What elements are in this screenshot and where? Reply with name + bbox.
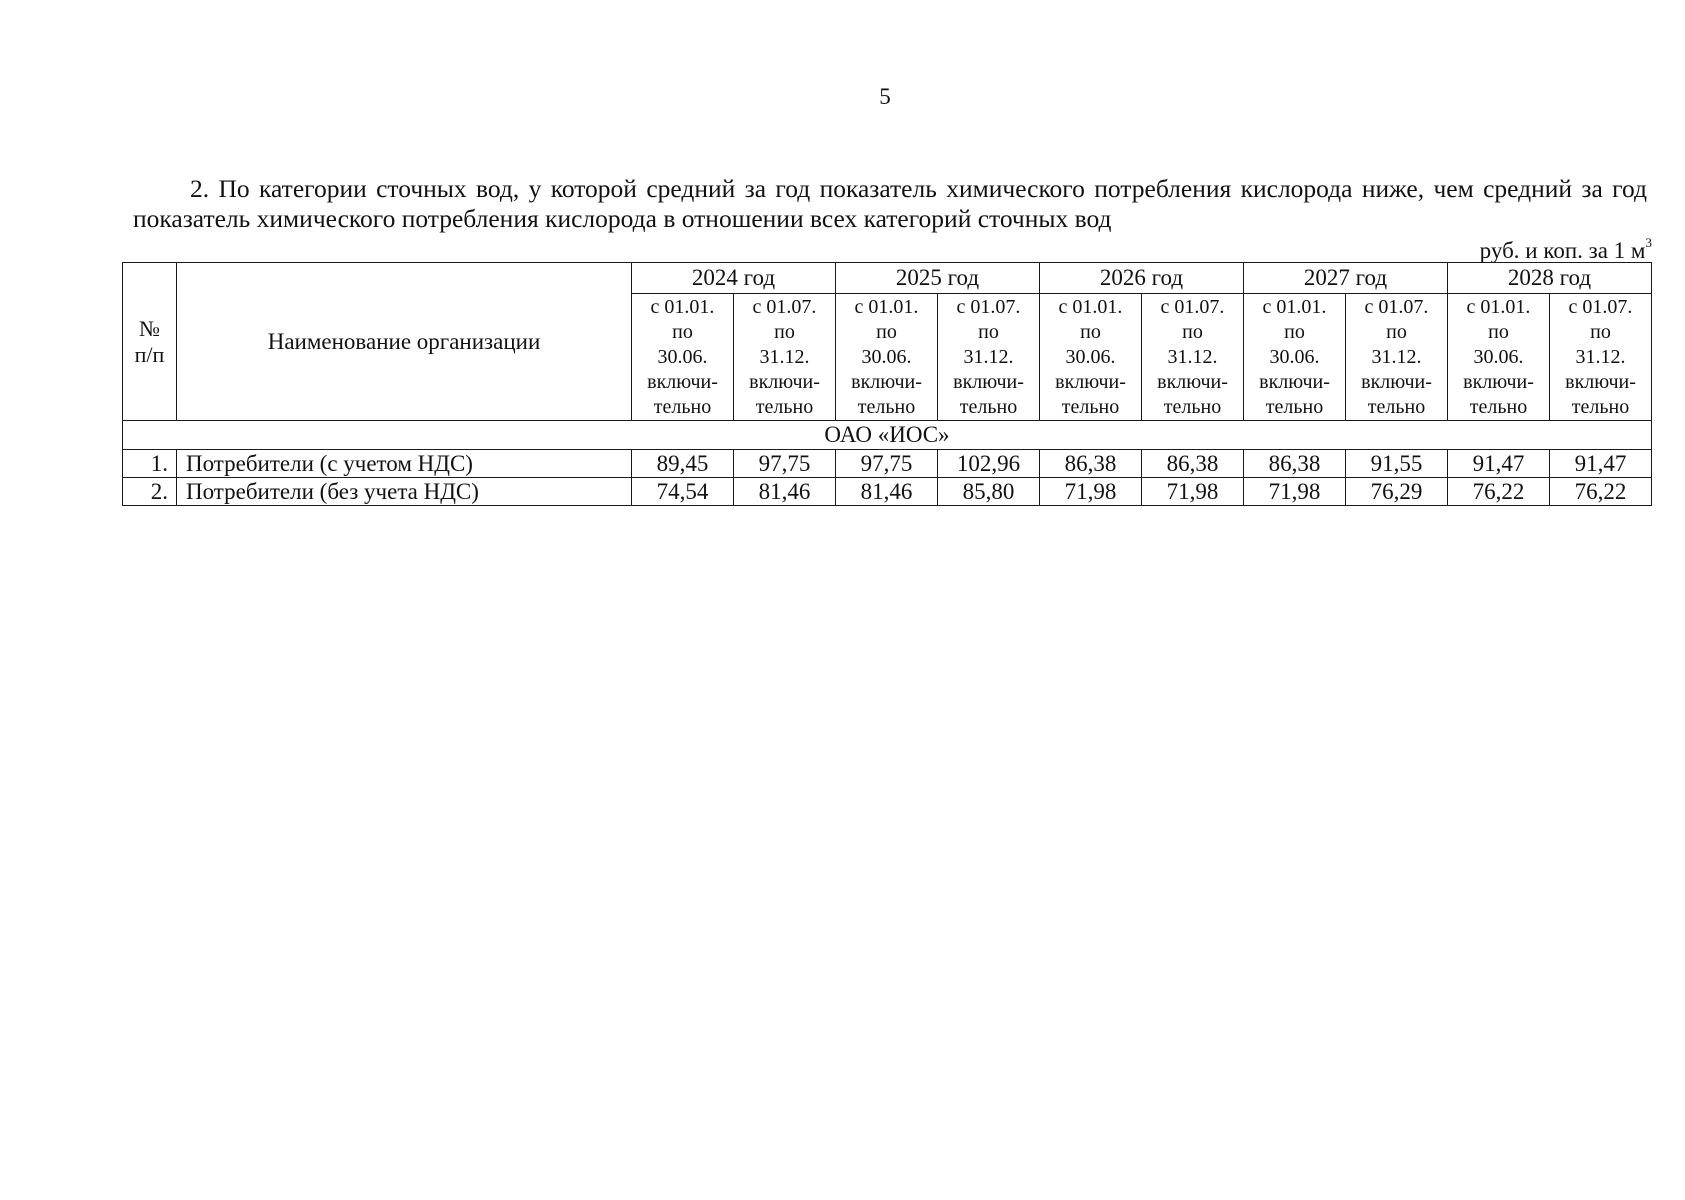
value-cell: 97,75 bbox=[734, 450, 836, 478]
period-header: с 01.01. по 30.06. включи- тельно bbox=[1040, 294, 1142, 421]
value-cell: 89,45 bbox=[632, 450, 734, 478]
units-superscript: 3 bbox=[1645, 235, 1652, 250]
period-header: с 01.01. по 30.06. включи- тельно bbox=[1244, 294, 1346, 421]
value-cell: 102,96 bbox=[938, 450, 1040, 478]
value-cell: 86,38 bbox=[1244, 450, 1346, 478]
row-number: 1. bbox=[123, 450, 177, 478]
year-header-2025: 2025 год bbox=[836, 263, 1040, 294]
table-row bbox=[123, 478, 1652, 506]
year-header-2026: 2026 год bbox=[1040, 263, 1244, 294]
table-row bbox=[123, 450, 1652, 478]
value-cell: 81,46 bbox=[836, 478, 938, 506]
section-paragraph: 2. По категории сточных вод, у которой средний за год показатель химического потребления кислорода ниже, чем средний за год показатель химического потребления кислорода в отношении всех категорий сточных вод bbox=[133, 174, 1647, 233]
value-cell: 97,75 bbox=[836, 450, 938, 478]
period-header: с 01.01. по 30.06. включи- тельно bbox=[836, 294, 938, 421]
period-header: с 01.01. по 30.06. включи- тельно bbox=[632, 294, 734, 421]
value-cell: 91,47 bbox=[1448, 450, 1550, 478]
value-cell: 76,29 bbox=[1346, 478, 1448, 506]
organization-name: ОАО «ИОС» bbox=[123, 421, 1652, 450]
period-header: с 01.07. по 31.12. включи- тельно bbox=[1550, 294, 1652, 421]
units-label bbox=[1479, 235, 1652, 264]
row-number: 2. bbox=[123, 478, 177, 506]
value-cell: 91,55 bbox=[1346, 450, 1448, 478]
period-header: с 01.07. по 31.12. включи- тельно bbox=[938, 294, 1040, 421]
value-cell: 86,38 bbox=[1040, 450, 1142, 478]
value-cell: 85,80 bbox=[938, 478, 1040, 506]
value-cell: 74,54 bbox=[632, 478, 734, 506]
column-header-number-line2: п/п bbox=[134, 341, 165, 367]
value-cell: 76,22 bbox=[1448, 478, 1550, 506]
value-cell: 81,46 bbox=[734, 478, 836, 506]
period-header: с 01.01. по 30.06. включи- тельно bbox=[1448, 294, 1550, 421]
column-header-number bbox=[123, 263, 177, 421]
column-header-organization: Наименование организации bbox=[177, 263, 632, 421]
period-header: с 01.07. по 31.12. включи- тельно bbox=[734, 294, 836, 421]
tariff-table bbox=[122, 262, 1652, 506]
column-header-number-line1: № bbox=[139, 315, 160, 341]
value-cell: 91,47 bbox=[1550, 450, 1652, 478]
value-cell: 71,98 bbox=[1142, 478, 1244, 506]
units-text: руб. и коп. за 1 м bbox=[1479, 238, 1646, 263]
organization-row bbox=[123, 421, 1652, 450]
row-name: Потребители (с учетом НДС) bbox=[177, 450, 632, 478]
value-cell: 76,22 bbox=[1550, 478, 1652, 506]
year-header-2024: 2024 год bbox=[632, 263, 836, 294]
year-header-2027: 2027 год bbox=[1244, 263, 1448, 294]
value-cell: 71,98 bbox=[1040, 478, 1142, 506]
year-header-2028: 2028 год bbox=[1448, 263, 1652, 294]
value-cell: 86,38 bbox=[1142, 450, 1244, 478]
row-name: Потребители (без учета НДС) bbox=[177, 478, 632, 506]
page-number: 5 bbox=[879, 84, 891, 109]
period-header: с 01.07. по 31.12. включи- тельно bbox=[1142, 294, 1244, 421]
header-row-years bbox=[123, 263, 1652, 294]
value-cell: 71,98 bbox=[1244, 478, 1346, 506]
period-header: с 01.07. по 31.12. включи- тельно bbox=[1346, 294, 1448, 421]
